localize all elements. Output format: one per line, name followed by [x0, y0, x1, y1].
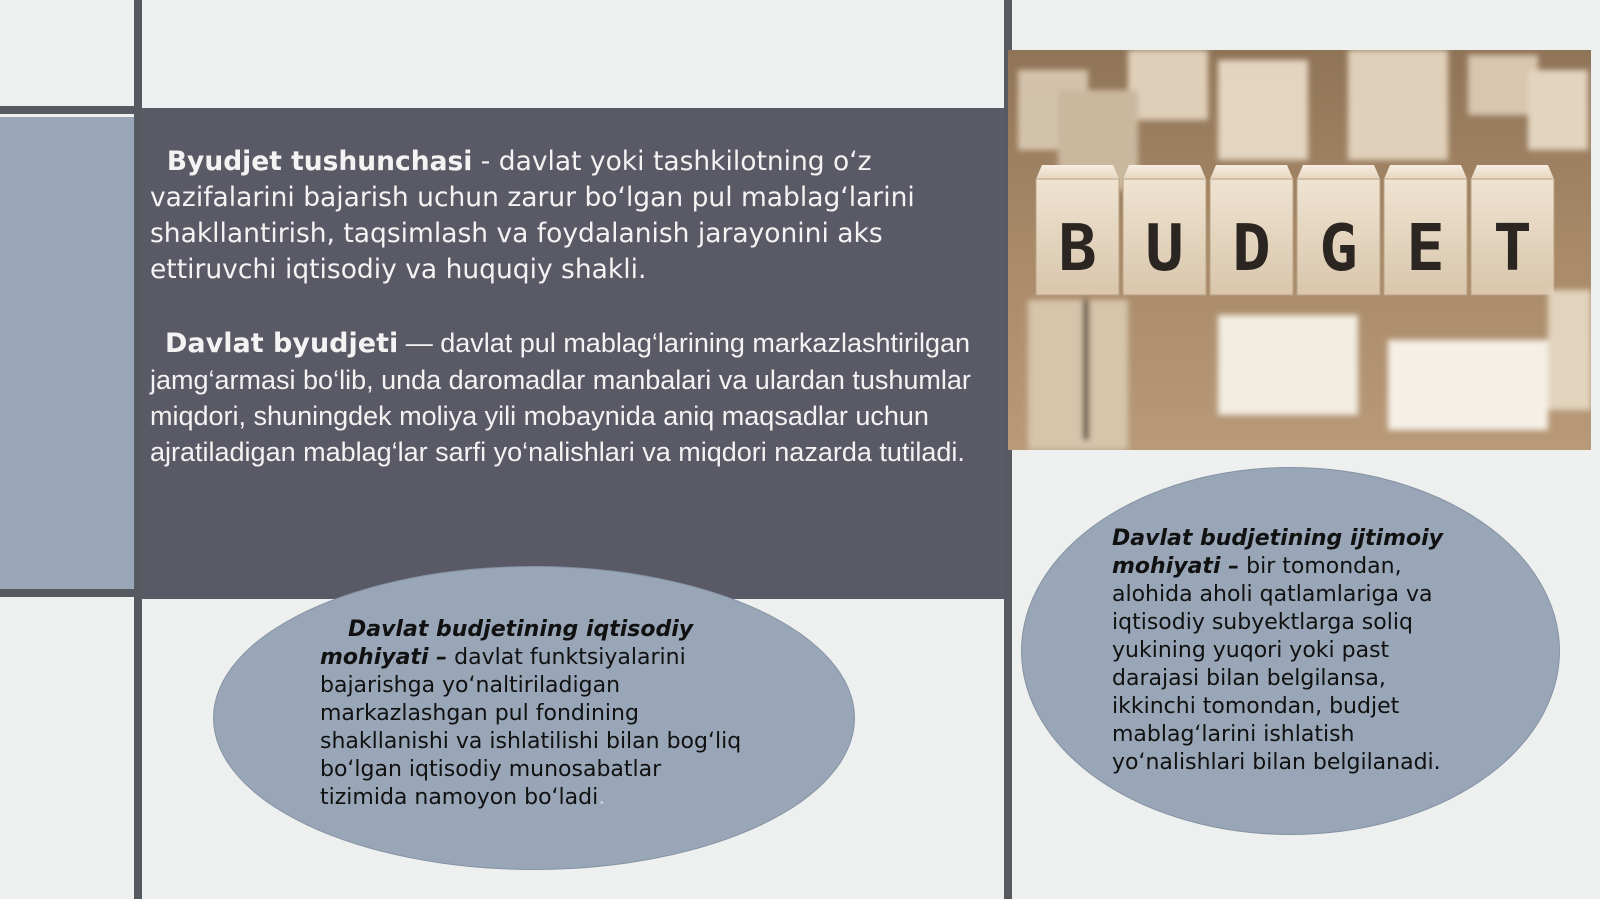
budget-letter: U [1145, 212, 1184, 286]
budget-blocks-illustration [1008, 50, 1591, 450]
economic-essence-end: . [598, 785, 606, 810]
term-state-budget: Davlat byudjeti [165, 328, 399, 359]
economic-essence-text [320, 616, 750, 812]
budget-letter: D [1232, 212, 1271, 286]
budget-cube-e-4 [1384, 165, 1467, 295]
economic-essence-term: Davlat budjetining iqtisodiy mohiyati – [320, 617, 694, 670]
term-budget-concept: Byudjet tushunchasi [166, 146, 473, 177]
budget-letter: E [1406, 212, 1445, 286]
definition-budget-concept [150, 144, 990, 288]
budget-letter: T [1493, 212, 1532, 286]
definition-state-budget-text: — davlat pul mablag‘larining markazlashtirilgan jamg‘armasi bo‘lib, unda daromadlar manbalari va ulardan tushumlar miqdori, shuningdek moliya yili mobaynida aniq maqsadlar uchun ajratiladigan mablag‘lar sarfi yo‘nalishlari va miqdori nazarda tutiladi. [150, 328, 971, 467]
budget-cube-g-3 [1297, 165, 1380, 295]
left-accent-band [0, 117, 134, 589]
budget-cube-u-1 [1123, 165, 1206, 295]
social-essence-term: Davlat budjetining ijtimoiy mohiyati – [1112, 526, 1444, 579]
budget-letter: G [1319, 212, 1358, 286]
definition-budget-concept-text: - davlat yoki tashkilotning o‘z vazifalarini bajarish uchun zarur bo‘lgan pul mablag‘larini shakllantirish, taqsimlash va foydalanish jarayonini aks ettiruvchi iqtisodiy va huquqiy shakli. [150, 146, 915, 285]
budget-cube-d-2 [1210, 165, 1293, 295]
social-essence-body: bir tomondan, alohida aholi qatlamlariga va iqtisodiy subyektlarga soliq yukining yuqori yoki past darajasi bilan belgilansa, ikkinchi tomondan, budjet mablag‘larini ishlatish yo‘nalishlari bilan belgilanadi. [1112, 554, 1441, 775]
divider-horizontal-bottom [0, 589, 142, 597]
divider-vertical-left [134, 0, 142, 899]
budget-blocks-photo [1008, 50, 1591, 450]
economic-essence-body: davlat funktsiyalarini bajarishga yo‘naltiriladigan markazlashgan pul fondining shakllanishi va ishlatilishi bilan bog‘liq bo‘lgan iqtisodiy munosabatlar tizimida namoyon bo‘ladi [320, 645, 742, 810]
budget-cube-t-5 [1471, 165, 1554, 295]
social-essence-text [1112, 525, 1472, 777]
budget-cube-b-0 [1036, 165, 1119, 295]
budget-letter: B [1058, 212, 1097, 286]
definition-state-budget [150, 325, 990, 470]
divider-horizontal-top [0, 106, 142, 114]
